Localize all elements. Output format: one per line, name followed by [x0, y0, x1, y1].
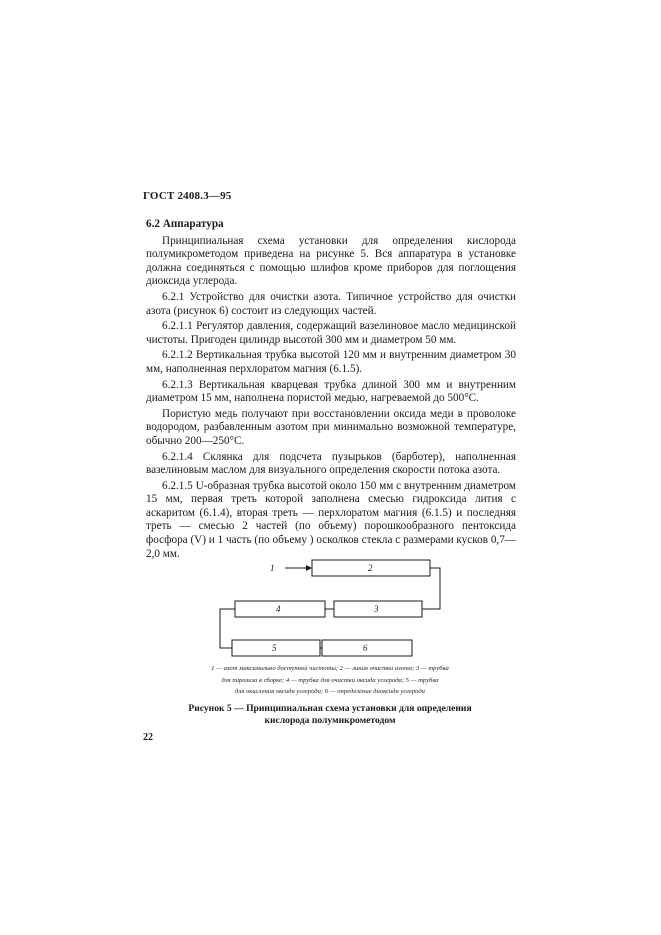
paragraph: 6.2.1.1 Регулятор давления, содержащий вазелиновое масло медицинской чистоты. Пригоден цилиндр высотой 300 мм и диаметром 50 мм.	[146, 320, 516, 346]
section-title: 6.2 Аппаратура	[146, 218, 224, 230]
legend-line: для окисления оксида углерода; 6 — определение диоксида углерода	[235, 688, 425, 695]
paragraph: 6.2.1 Устройство для очистки азота. Типичное устройство для очистки азота (рисунок 6) состоит из следующих частей.	[146, 290, 516, 317]
box-2-label: 2	[368, 563, 373, 573]
caption-line: кислорода полумикрометодом	[264, 714, 396, 726]
box-6-label: 6	[363, 643, 368, 653]
figure-legend	[180, 663, 480, 698]
legend-line: 1 — азот максимально доступной чистоты; 2 — линия очистки азота; 3 — трубка	[211, 665, 449, 672]
input-label: 1	[270, 563, 275, 573]
paragraph: 6.2.1.4 Склянка для подсчета пузырьков (барботер), наполненная вазелиновым маслом для визуального определения скорости потока азота.	[146, 450, 516, 477]
caption-line: Рисунок 5 — Принципиальная схема установки для определения	[188, 703, 472, 714]
box-3-label: 3	[374, 604, 379, 614]
page-number: 22	[143, 732, 153, 743]
standard-header: ГОСТ 2408.3—95	[143, 190, 232, 202]
box-5-label: 5	[272, 643, 277, 653]
arrow-head	[306, 565, 312, 571]
paragraph: Принципиальная схема установки для определения кислорода полумикрометодом приведена на рисунке 5. Вся аппаратура в установке должна соединяться с помощью шлифов кроме приборов для поглощения диоксида углерода.	[146, 234, 516, 288]
paragraph: 6.2.1.3 Вертикальная кварцевая трубка длиной 300 мм и внутренним диаметром 15 мм, наполнена пористой медью, нагреваемой до 500°С.	[146, 378, 516, 405]
paragraph: 6.2.1.2 Вертикальная трубка высотой 120 мм и внутренним диаметром 30 мм, наполненная перхлоратом магния (6.1.5).	[146, 349, 516, 375]
paragraph: Пористую медь получают при восстановлении оксида меди в проволоке водородом, разбавленным азотом при минимально возможной температуре, обычно 200—250°С.	[146, 407, 516, 447]
paragraph: 6.2.1.5 U-образная трубка высотой около 150 мм с внутренним диаметром 15 мм, первая треть которой заполнена смесью гидроксида лития с аскаритом (6.1.4), вторая треть — перхлоратом магния (6.1.5) и последняя треть — смесью 2 частей (по объему) порошкообразного пентоксида фосфора (V) и 1 часть (по объему ) осколков стекла с размерами кусков 0,7—2,0 мм.	[146, 479, 516, 560]
body-text	[146, 218, 516, 563]
figure-caption	[180, 703, 480, 726]
legend-line: для пиролиза в сборке; 4 — трубка для очистки оксида углерода; 5 — трубка	[221, 676, 439, 684]
box-4-label: 4	[276, 604, 281, 614]
apparatus-diagram	[200, 552, 460, 662]
